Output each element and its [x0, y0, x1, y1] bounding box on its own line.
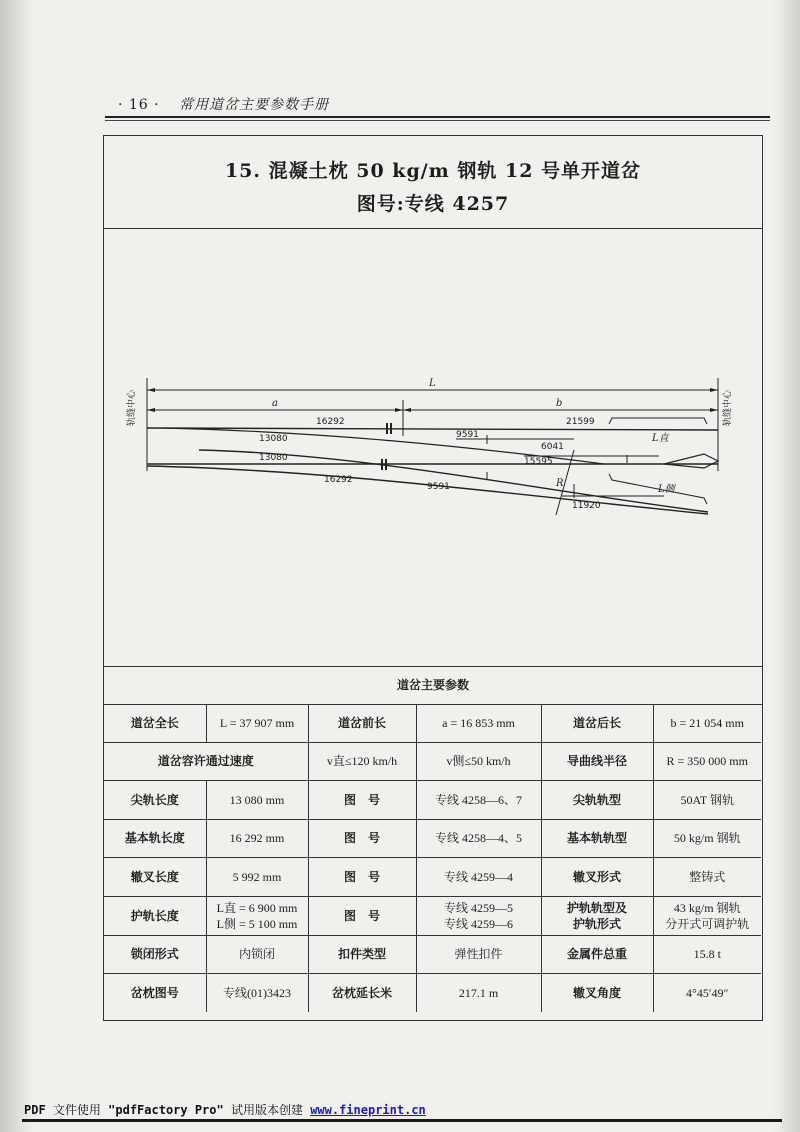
table-cell: 岔枕延长米	[308, 974, 416, 1012]
table-cell-line: L直 = 6 900 mm	[216, 900, 298, 915]
table-cell: 道岔容许通过速度	[104, 742, 308, 781]
table-row	[104, 935, 761, 974]
table-cell: 锁闭形式	[104, 935, 206, 974]
table-cell: 尖轨轨型	[541, 781, 653, 820]
dim-11920: 11920	[572, 501, 601, 511]
table-cell-line: 护轨形式	[572, 916, 621, 931]
table-cell: v直≤120 km/h	[308, 742, 416, 781]
table-cell: 13 080 mm	[206, 781, 308, 820]
table-cell: v侧≤50 km/h	[416, 742, 541, 781]
dim-16292-top: 16292	[316, 417, 345, 427]
table-cell: 4°45′49″	[653, 974, 761, 1012]
dim-L-side: L侧	[658, 484, 675, 495]
table-cell: 专线 4258—6、7	[416, 781, 541, 820]
guard-rail-straight	[609, 418, 707, 424]
figure-title: 15. 混凝土枕 50 kg/m 钢轨 12 号单开道岔	[224, 160, 642, 182]
table-cell: 基本轨轨型	[541, 819, 653, 858]
table-cell: 整铸式	[653, 858, 761, 897]
table-cell: 基本轨长度	[104, 819, 206, 858]
table-row	[104, 896, 761, 935]
table-cell	[416, 896, 541, 935]
table-cell: 扣件类型	[308, 935, 416, 974]
table-cell: 辙叉形式	[541, 858, 653, 897]
dim-L-straight: L直	[652, 433, 669, 444]
params-title: 道岔主要参数	[104, 666, 762, 705]
dim-9591-bot: 9591	[427, 482, 450, 492]
running-header	[118, 94, 329, 114]
footer-pdf: PDF	[24, 1103, 46, 1117]
table-cell: 5 992 mm	[206, 858, 308, 897]
table-cell-line: 43 kg/m 钢轨	[673, 900, 741, 915]
table-cell	[206, 896, 308, 935]
table-row	[104, 742, 761, 781]
table-cell: 50AT 钢轨	[653, 781, 761, 820]
footer-text: 试用版本创建	[223, 1103, 311, 1117]
table-cell: 导曲线半径	[541, 742, 653, 781]
dim-9591-top: 9591	[456, 430, 479, 440]
table-cell: 图 号	[308, 858, 416, 897]
table-cell: 道岔前长	[308, 704, 416, 742]
table-cell: 尖轨长度	[104, 781, 206, 820]
params-table	[104, 704, 761, 1012]
dim-13080-mid: 13080	[259, 453, 288, 463]
table-cell: 专线 4258—4、5	[416, 819, 541, 858]
header-rule	[105, 116, 770, 118]
table-cell: 辙叉角度	[541, 974, 653, 1012]
table-cell-line: 分开式可调护轨	[665, 916, 750, 931]
frog	[664, 454, 718, 468]
turnout-drawing	[104, 228, 762, 667]
table-cell: 16 292 mm	[206, 819, 308, 858]
footer-text: 文件使用	[45, 1103, 109, 1117]
footer-link[interactable]: www.fineprint.cn	[310, 1103, 426, 1117]
turnout-diagram	[104, 228, 761, 666]
title-block	[104, 136, 762, 229]
footer-product: "pdfFactory Pro"	[108, 1103, 224, 1117]
table-cell: 50 kg/m 钢轨	[653, 819, 761, 858]
table-cell: 专线 4259—4	[416, 858, 541, 897]
right-joint-label: 轨缝中心	[723, 389, 733, 426]
table-cell: 护轨长度	[104, 896, 206, 935]
scan-edge	[772, 0, 800, 1132]
table-cell: 专线(01)3423	[206, 974, 308, 1012]
table-cell: 图 号	[308, 819, 416, 858]
dim-R: R	[556, 478, 564, 489]
table-row	[104, 781, 761, 820]
table-cell: 道岔后长	[541, 704, 653, 742]
dim-a: a	[272, 398, 278, 409]
table-cell: 217.1 m	[416, 974, 541, 1012]
dim-b: b	[556, 398, 563, 409]
drawing-number: 图号:专线 4257	[356, 193, 510, 215]
dim-13080-top: 13080	[259, 434, 288, 444]
header-rule	[105, 120, 770, 121]
dim-L: L	[429, 378, 436, 389]
table-cell: a = 16 853 mm	[416, 704, 541, 742]
page-number: · 16 ·	[118, 97, 160, 113]
table-row	[104, 704, 761, 742]
table-cell: 图 号	[308, 896, 416, 935]
dim-21599: 21599	[566, 417, 595, 427]
table-cell: 岔枕图号	[104, 974, 206, 1012]
table-cell	[653, 896, 761, 935]
table-cell: L = 37 907 mm	[206, 704, 308, 742]
table-cell-line: 专线 4259—5	[443, 900, 513, 915]
table-cell: b = 21 054 mm	[653, 704, 761, 742]
book-title: 常用道岔主要参数手册	[179, 97, 330, 113]
table-cell-line: 专线 4259—6	[443, 916, 513, 931]
table-cell: 道岔全长	[104, 704, 206, 742]
dim-16292-bot: 16292	[324, 475, 353, 485]
straight-rail-top	[147, 428, 718, 430]
table-cell: 辙叉长度	[104, 858, 206, 897]
table-cell-line: 护轨轨型及	[566, 900, 627, 915]
table-row	[104, 819, 761, 858]
table-cell: 内锁闭	[206, 935, 308, 974]
table-cell	[541, 896, 653, 935]
table-row	[104, 974, 761, 1012]
content-frame	[103, 135, 763, 1021]
table-cell-line: L侧 = 5 100 mm	[216, 916, 298, 931]
pdf-watermark-footer	[24, 1101, 426, 1118]
table-cell: R = 350 000 mm	[653, 742, 761, 781]
table-cell: 金属件总重	[541, 935, 653, 974]
table-cell: 弹性扣件	[416, 935, 541, 974]
table-cell: 图 号	[308, 781, 416, 820]
table-cell: 15.8 t	[653, 935, 761, 974]
footer-bar	[22, 1119, 782, 1122]
table-row	[104, 858, 761, 897]
scan-edge	[0, 0, 34, 1132]
dim-6041: 6041	[541, 442, 564, 452]
left-joint-label: 轨缝中心	[127, 389, 137, 426]
dim-15595: 15595	[524, 457, 553, 467]
